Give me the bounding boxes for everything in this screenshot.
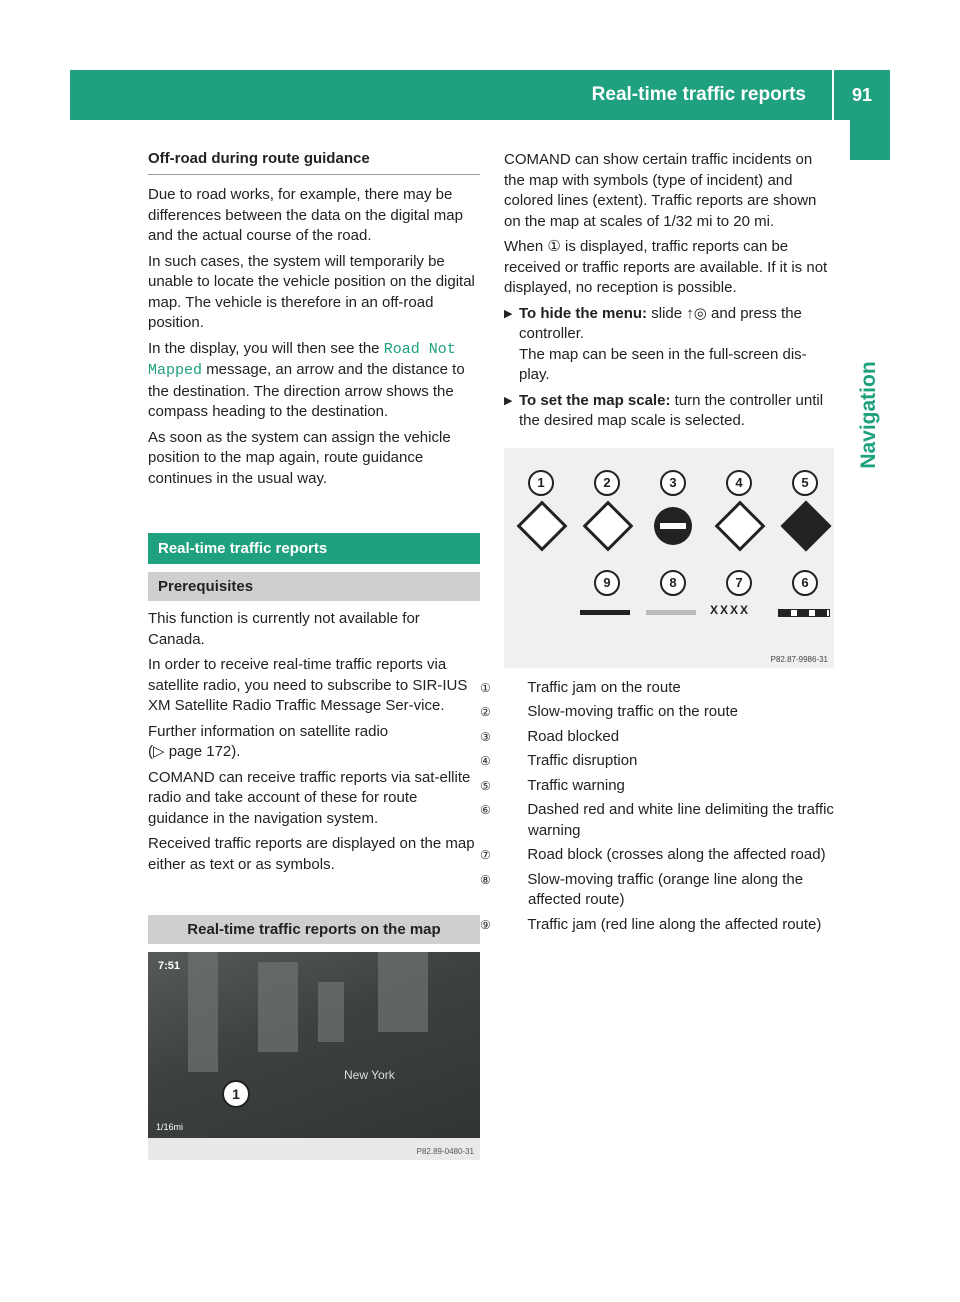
traffic-disruption-icon bbox=[715, 500, 766, 551]
legend-item bbox=[480, 915, 834, 936]
prerequisites-heading: Prerequisites bbox=[148, 572, 480, 601]
legend-item bbox=[480, 727, 834, 748]
legend-text: Dashed red and white line delimiting the traffic warning bbox=[527, 801, 834, 839]
header-bar bbox=[70, 70, 890, 120]
orange-line-sample bbox=[646, 610, 696, 615]
legend-text: Road block (crosses along the affected road) bbox=[527, 846, 826, 863]
paragraph bbox=[148, 722, 480, 763]
paragraph: In order to receive real-time traffic reports via satellite radio, you need to subscribe to SIR-IUS XM Satellite Radio Traffic Message Ser-vice. bbox=[148, 656, 468, 714]
legend-item bbox=[480, 751, 834, 772]
section-title: Real-time traffic reports bbox=[148, 533, 480, 564]
step-arrow-icon: ▶ bbox=[504, 307, 513, 320]
symbol-number: 6 bbox=[792, 570, 818, 596]
symbol-number: 3 bbox=[660, 470, 686, 496]
instruction-step bbox=[504, 391, 834, 432]
dashed-line-sample bbox=[778, 609, 830, 617]
paragraph bbox=[504, 237, 834, 299]
text: In the display, you will then see the bbox=[148, 339, 380, 357]
step-label: To set the map scale: bbox=[519, 391, 671, 409]
map-section-heading: Real-time traffic reports on the map bbox=[148, 915, 480, 944]
symbol-number: 7 bbox=[726, 570, 752, 596]
step-text: slide ↑◎ and press the controller. bbox=[519, 304, 802, 342]
text: message, an arrow and the distance to the destination. The direction arrow shows the compass heading to the destination. bbox=[148, 361, 465, 420]
slow-traffic-icon bbox=[583, 500, 634, 551]
figure-code: P82.87-9986-31 bbox=[770, 654, 828, 664]
paragraph: This function is currently not available for Canada. bbox=[148, 610, 420, 648]
symbol-number: 1 bbox=[528, 470, 554, 496]
legend-item bbox=[480, 776, 834, 797]
legend-text: Road blocked bbox=[527, 727, 620, 745]
legend-number: ④ bbox=[480, 754, 491, 768]
map-city-label: New York bbox=[344, 1068, 395, 1082]
building bbox=[258, 962, 298, 1052]
sidebar-tab-navigation bbox=[852, 330, 886, 500]
traffic-warning-icon bbox=[781, 500, 832, 551]
display-message-code: Road Not Mapped bbox=[148, 340, 456, 379]
text: is displayed, traffic reports can be received or traffic reports are available. If it is not displayed, no reception is possible. bbox=[504, 238, 828, 296]
legend-item bbox=[480, 870, 834, 911]
offroad-heading: Off-road during route guidance bbox=[148, 150, 480, 175]
page-reference: (▷ page 172). bbox=[148, 743, 241, 760]
legend-list bbox=[480, 678, 834, 936]
side-accent-block bbox=[850, 120, 890, 160]
legend-number: ⑧ bbox=[480, 872, 491, 887]
paragraph: Received traffic reports are displayed on the map either as text or as symbols. bbox=[148, 835, 475, 873]
step-arrow-icon: ▶ bbox=[504, 394, 513, 407]
legend-number: ⑦ bbox=[480, 848, 491, 862]
symbol-number: 4 bbox=[726, 470, 752, 496]
figure-code: P82.89-0480-31 bbox=[416, 1147, 474, 1156]
symbol-number: 2 bbox=[594, 470, 620, 496]
traffic-symbols-figure bbox=[504, 448, 834, 668]
sidebar-tab-label: Navigation bbox=[857, 361, 880, 469]
step-text: turn the controller until the desired map scale is selected. bbox=[519, 391, 824, 429]
legend-text: Traffic disruption bbox=[527, 752, 638, 769]
traffic-jam-icon bbox=[517, 500, 568, 551]
symbol-number: 8 bbox=[660, 570, 686, 596]
legend-number: ⑥ bbox=[480, 803, 491, 817]
reception-icon: ① bbox=[547, 238, 561, 255]
clock: 7:51 bbox=[158, 960, 181, 972]
paragraph: COMAND can show certain traffic incidents on the map with symbols (type of incident) and colored lines (extent). Traffic reports are shown on the map at scales of 1/32 mi to 20 mi. bbox=[504, 151, 817, 230]
road-blocked-icon bbox=[654, 507, 692, 545]
instruction-step bbox=[504, 304, 834, 386]
text: Further information on satellite radio bbox=[148, 722, 389, 740]
step-note: The map can be seen in the full-screen dis-play. bbox=[519, 345, 807, 383]
legend-text: Traffic jam (red line along the affected route) bbox=[527, 915, 822, 933]
paragraph: As soon as the system can assign the vehicle position to the map again, route guidance continues in the usual way. bbox=[148, 428, 451, 487]
symbol-number: 5 bbox=[792, 470, 818, 496]
legend-number: ① bbox=[480, 680, 491, 695]
text: When bbox=[504, 238, 544, 255]
callout-marker: 1 bbox=[222, 1080, 250, 1108]
map-scale: 1/16mi bbox=[156, 1122, 184, 1132]
building bbox=[318, 982, 344, 1042]
legend-item bbox=[480, 800, 834, 841]
legend-number: ⑨ bbox=[480, 917, 491, 932]
map-screenshot-figure bbox=[148, 952, 480, 1160]
legend-item bbox=[480, 678, 834, 699]
legend-number: ② bbox=[480, 705, 491, 719]
legend-item bbox=[480, 702, 834, 723]
legend-number: ③ bbox=[480, 729, 491, 744]
step-label: To hide the menu: bbox=[519, 304, 648, 322]
page-number: 91 bbox=[851, 85, 873, 105]
red-line-sample bbox=[580, 610, 630, 615]
symbol-number: 9 bbox=[594, 570, 620, 596]
legend-text: Slow-moving traffic (orange line along the affected route) bbox=[527, 870, 804, 908]
building bbox=[188, 952, 218, 1072]
legend-text: Slow-moving traffic on the route bbox=[527, 703, 739, 720]
legend-number: ⑤ bbox=[480, 778, 491, 793]
right-column bbox=[480, 150, 834, 939]
crosses-line-sample: XXXX bbox=[710, 602, 751, 617]
legend-text: Traffic jam on the route bbox=[527, 678, 681, 696]
legend-text: Traffic warning bbox=[527, 776, 625, 794]
legend-item bbox=[480, 845, 834, 866]
building bbox=[378, 952, 428, 1032]
paragraph: COMAND can receive traffic reports via sat-ellite radio and take account of these for route guidance in the navigation system. bbox=[148, 768, 471, 827]
left-column bbox=[148, 150, 480, 1160]
paragraph: In such cases, the system will temporarily be unable to locate the vehicle position on the digital map. The vehicle is therefore in an off-road position. bbox=[148, 252, 475, 331]
paragraph bbox=[148, 339, 480, 423]
paragraph: Due to road works, for example, there may be differences between the data on the digital map and the actual course of the road. bbox=[148, 186, 463, 244]
header-title: Real-time traffic reports bbox=[591, 84, 806, 105]
